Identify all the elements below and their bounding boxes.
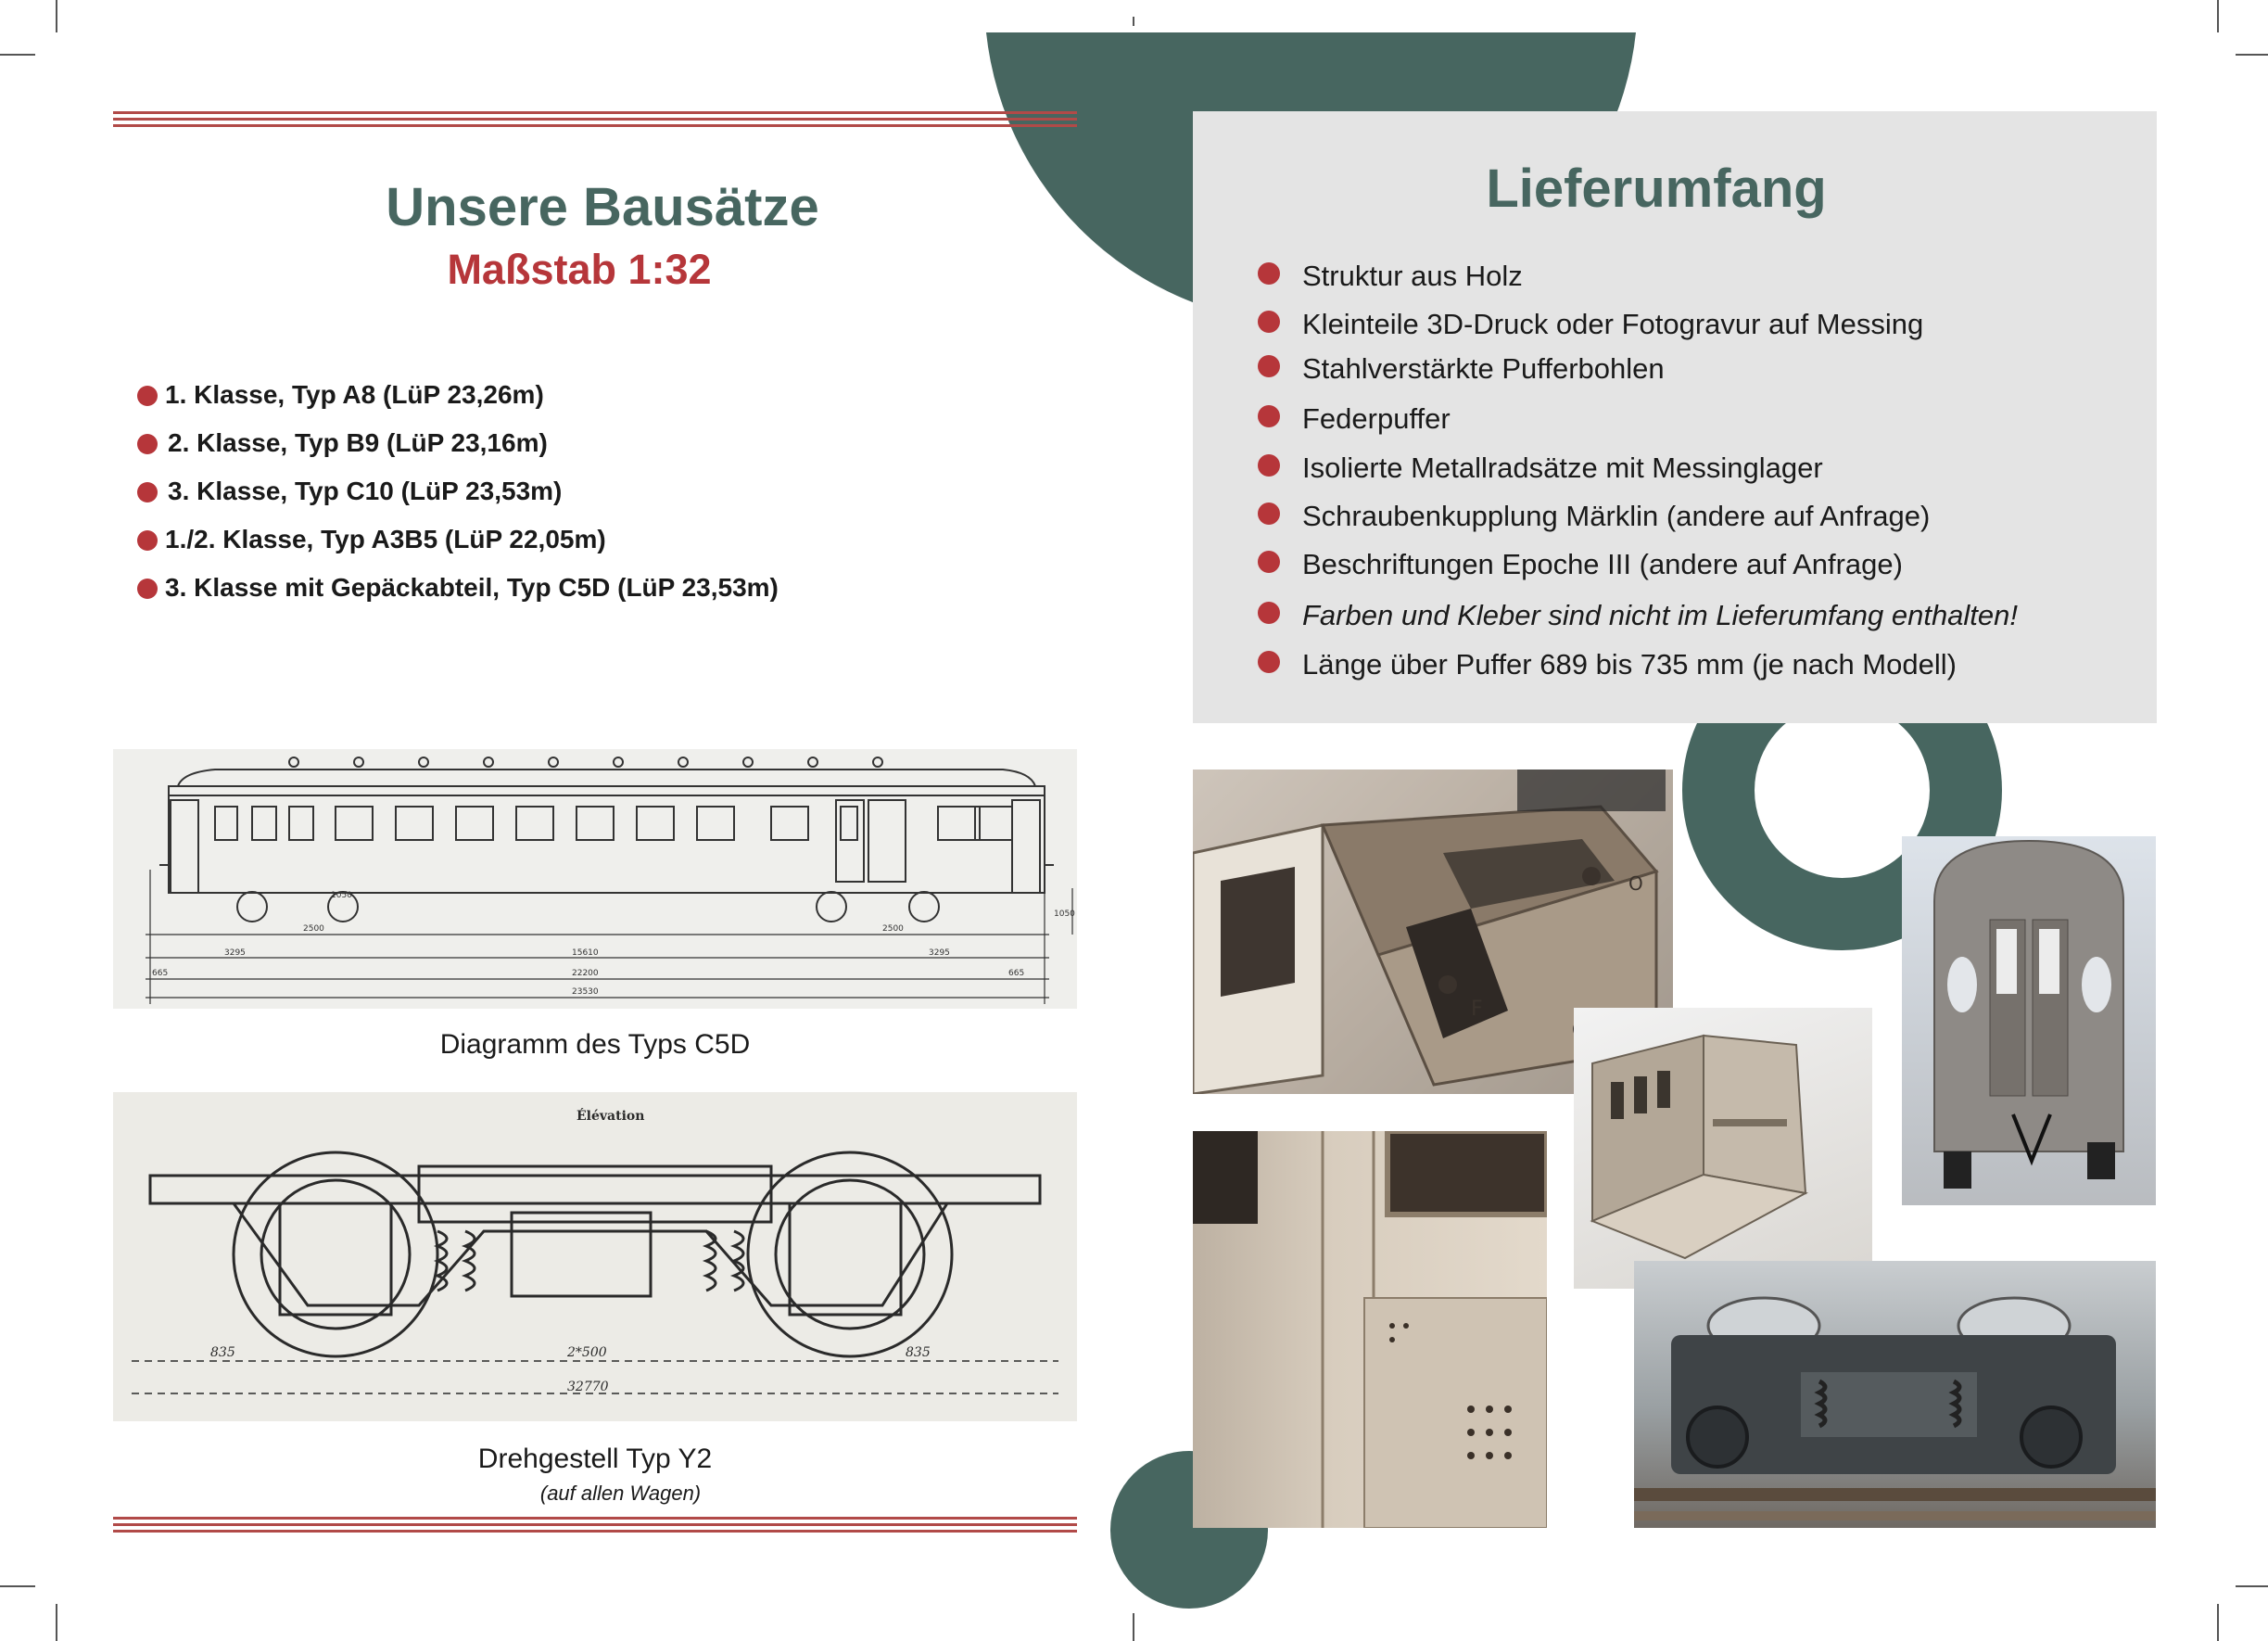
dim-label: 2500 <box>303 924 324 934</box>
dim-label: 835 <box>210 1345 235 1360</box>
dim-label: 22200 <box>572 969 599 978</box>
bullet-icon <box>1258 262 1280 285</box>
bullet-icon <box>137 482 158 502</box>
scale-subtitle: Maßstab 1:32 <box>447 246 712 293</box>
photo-bogie-model <box>1634 1261 2156 1528</box>
coach-diagram <box>113 749 1077 1009</box>
bullet-icon <box>137 579 158 599</box>
photo-end-wall <box>1902 836 2156 1205</box>
dim-label: 2*500 <box>567 1345 607 1360</box>
dim-label: 665 <box>1008 969 1025 978</box>
crop-mark <box>1133 1613 1134 1641</box>
bullet-icon <box>1258 502 1280 525</box>
crop-mark <box>1133 17 1134 26</box>
crop-mark <box>56 1604 57 1641</box>
drawing-label: Élévation <box>577 1109 645 1124</box>
dim-label: 15610 <box>572 948 599 958</box>
stripe-line <box>113 1523 1077 1526</box>
photo-letter: O <box>1628 872 1643 895</box>
crop-mark <box>2236 1585 2268 1587</box>
dim-label: 1050 <box>1054 910 1075 919</box>
photo-partitions <box>1574 1008 1872 1289</box>
bullet-icon <box>1258 355 1280 377</box>
crop-mark <box>0 1585 35 1587</box>
bullet-icon <box>1258 551 1280 573</box>
bullet-icon <box>1258 405 1280 427</box>
dim-label: 835 <box>906 1345 931 1360</box>
dim-label: 32770 <box>567 1380 609 1394</box>
stripe-line <box>113 111 1077 114</box>
stripe-line <box>113 1530 1077 1533</box>
bogie-drawing <box>113 1092 1077 1421</box>
crop-mark <box>2217 0 2219 32</box>
bullet-icon <box>1258 454 1280 477</box>
photo-letter: F <box>1471 998 1483 1021</box>
dim-label: 665 <box>152 969 169 978</box>
bullet-icon <box>1258 602 1280 624</box>
dim-label: 23530 <box>572 987 599 997</box>
crop-mark <box>0 54 35 56</box>
panel-title: Lieferumfang <box>1486 159 1827 219</box>
bullet-icon <box>1258 651 1280 673</box>
delivery-panel: Lieferumfang Struktur aus Holz Kleinteile 3D-Druck oder Fotogravur auf Messing Stahlverstärkte Pufferbohlen Federpuffer Isolierte Metallradsätze mit Messinglager Schraubenkupplung Märklin (andere auf Anfrage) Beschriftungen Epoche III (andere auf Anfrage) Farben und Kleber sind nicht im Lieferumfang enthalten! Länge über Puffer 689 bis 735 mm (je nach Modell) <box>1193 111 2157 723</box>
bullet-icon <box>137 386 158 406</box>
dim-label: 2500 <box>882 924 904 934</box>
dim-label: 3295 <box>224 948 246 958</box>
bullet-icon <box>1258 311 1280 333</box>
photo-door-detail <box>1193 1131 1547 1528</box>
crop-mark <box>2236 54 2268 56</box>
stripe-line <box>113 124 1077 127</box>
bullet-icon <box>137 530 158 551</box>
page-title: Unsere Bausätze <box>386 177 819 237</box>
crop-mark <box>56 0 57 32</box>
dim-label: 1050 <box>331 891 352 900</box>
dim-label: 3295 <box>929 948 950 958</box>
bogie-note: (auf allen Wagen) <box>539 1482 702 1505</box>
bullet-icon <box>137 434 158 454</box>
crop-mark <box>2217 1604 2219 1641</box>
stripe-line <box>113 118 1077 121</box>
diagram-caption: Diagramm des Typs C5D <box>439 1029 751 1060</box>
stripe-line <box>113 1517 1077 1520</box>
bogie-caption: Drehgestell Typ Y2 <box>477 1444 713 1474</box>
